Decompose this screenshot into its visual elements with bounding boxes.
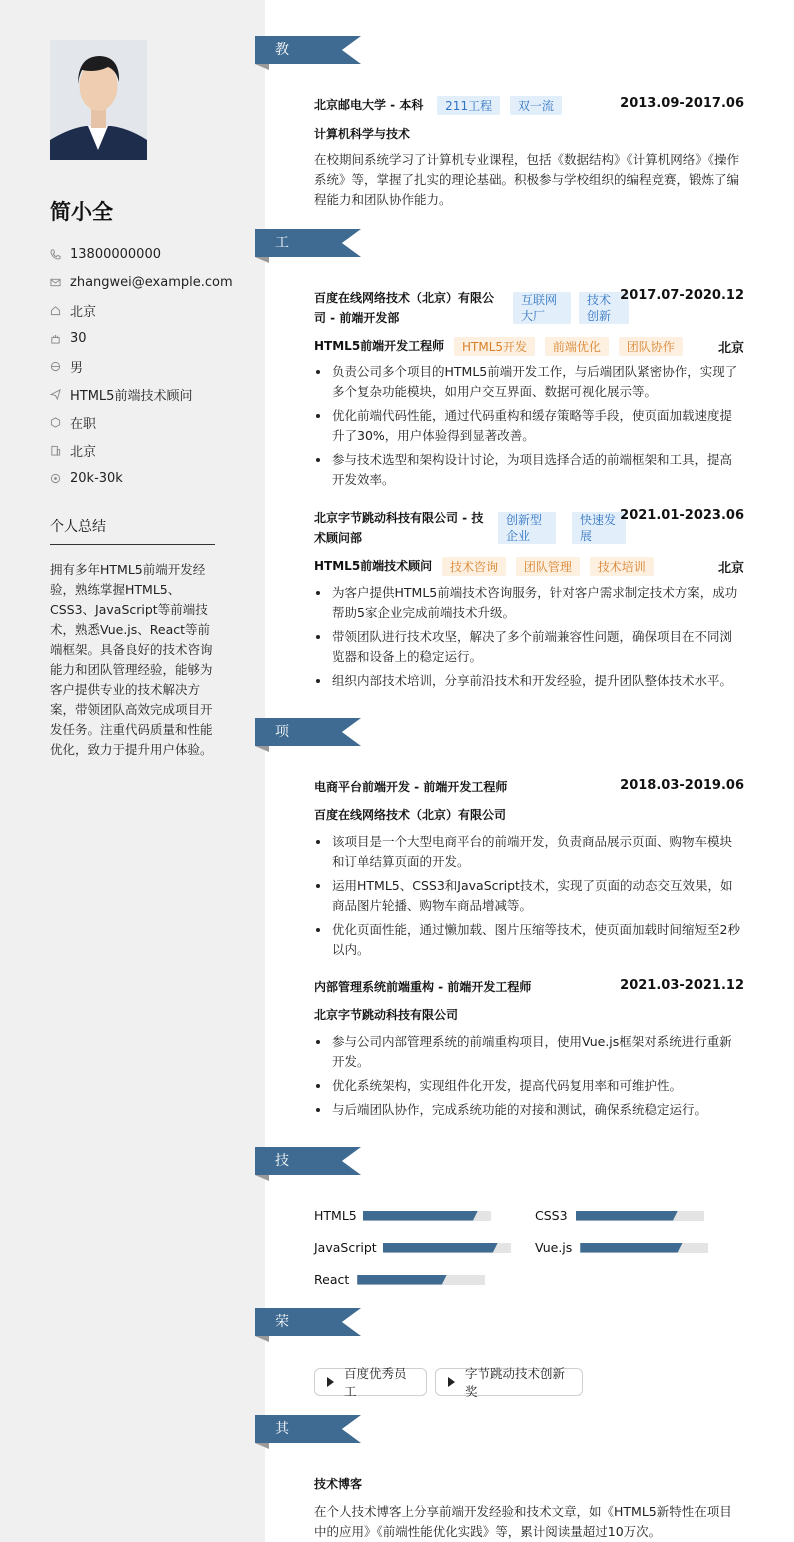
info-phone-value: 13800000000 xyxy=(70,246,161,262)
work-tag: 创新型企业 xyxy=(498,512,556,544)
send-icon xyxy=(50,389,61,400)
work-skill-tag: 技术培训 xyxy=(590,557,654,576)
skill-bar-fill xyxy=(576,1211,678,1221)
award-label: 百度优秀员工 xyxy=(344,1366,407,1399)
list-item: 优化页面性能，通过懒加载、图片压缩等技术，使页面加载时间缩短至2秒以内。 xyxy=(314,920,744,960)
other-desc: 在个人技术博客上分享前端开发经验和技术文章，如《HTML5新特性在项目中的应用》《前端性能优化实践》等，累计阅读量超过10万次。 xyxy=(314,1504,732,1539)
list-item: 该项目是一个大型电商平台的前端开发，负责商品展示页面、购物车模块和订单结算页面的开发。 xyxy=(314,832,744,872)
project-1-header xyxy=(314,778,744,795)
info-email-value: zhangwei@example.com xyxy=(70,274,233,290)
section-education-title: 教育经历 xyxy=(275,42,289,142)
work-date: 2021.01-2023.06 xyxy=(620,508,744,523)
project-1-bullets xyxy=(314,832,744,964)
info-position-value: HTML5前端技术顾问 xyxy=(70,388,193,404)
work-tag: 快速发展 xyxy=(572,512,626,544)
info-city xyxy=(50,440,96,460)
summary-title: 个人总结 xyxy=(50,519,106,535)
skill-bar xyxy=(580,1243,708,1253)
avatar xyxy=(50,40,147,160)
info-gender xyxy=(50,356,83,376)
home-icon xyxy=(50,305,61,316)
education-date: 2013.09-2017.06 xyxy=(620,96,744,111)
salary-icon xyxy=(50,473,61,484)
info-salary-value: 20k-30k xyxy=(70,470,123,486)
work-tag: 技术创新 xyxy=(579,292,629,324)
work-skill-tag: 团队协作 xyxy=(619,337,683,356)
education-header xyxy=(314,96,744,115)
work-item-1-header xyxy=(314,288,744,328)
work-tag: 互联网大厂 xyxy=(513,292,571,324)
skill-name: CSS3 xyxy=(535,1208,568,1223)
info-email xyxy=(50,272,233,292)
section-skills-title: 技能专长 xyxy=(275,1153,289,1253)
work-item-1-role xyxy=(314,337,744,356)
skill-bar-fill xyxy=(363,1211,478,1221)
award-label: 字节跳动技术创新奖 xyxy=(465,1366,566,1399)
skill-javascript xyxy=(314,1240,511,1255)
education-school: 北京邮电大学 - 本科 xyxy=(314,98,424,112)
info-age xyxy=(50,328,87,348)
skill-bar xyxy=(576,1211,704,1221)
list-item: 参与公司内部管理系统的前端重构项目，使用Vue.js框架对系统进行重新开发。 xyxy=(314,1032,744,1072)
skill-react xyxy=(314,1272,485,1287)
skill-name: Vue.js xyxy=(535,1240,573,1255)
work-company: 北京字节跳动科技有限公司 - 技术顾问部 xyxy=(314,511,484,545)
section-awards-title: 荣誉奖项 xyxy=(275,1314,289,1414)
info-phone xyxy=(50,244,161,264)
education-tag: 双一流 xyxy=(510,96,562,115)
mail-icon xyxy=(50,277,61,288)
list-item: 与后端团队协作，完成系统功能的对接和测试，确保系统稳定运行。 xyxy=(314,1100,744,1120)
skill-bar xyxy=(383,1243,511,1253)
work-city: 北京 xyxy=(717,341,744,356)
education-major: 计算机科学与技术 xyxy=(314,127,411,141)
info-city-value: 北京 xyxy=(70,444,97,460)
list-item: 优化前端代码性能，通过代码重构和缓存策略等手段，使页面加载速度提升了30%，用户体验得到显著改善。 xyxy=(314,406,744,446)
work-item-2-header xyxy=(314,508,744,548)
work-city: 北京 xyxy=(717,561,744,576)
skill-vuejs xyxy=(535,1240,708,1255)
skill-html5 xyxy=(314,1208,491,1223)
info-home xyxy=(50,300,96,320)
gender-icon xyxy=(50,361,61,372)
list-item: 为客户提供HTML5前端技术咨询服务，针对客户需求制定技术方案，成功帮助5家企业完成前端技术升级。 xyxy=(314,583,744,623)
project-company: 北京字节跳动科技有限公司 xyxy=(314,1008,459,1022)
list-item: 负责公司多个项目的HTML5前端开发工作，与后端团队紧密协作，实现了多个复杂功能模块，如用户交互界面、数据可视化展示等。 xyxy=(314,362,744,402)
info-status xyxy=(50,412,96,432)
skill-name: HTML5 xyxy=(314,1208,357,1223)
skill-bar-fill xyxy=(357,1275,447,1285)
work-skill-tag: 技术咨询 xyxy=(442,557,506,576)
project-title: 电商平台前端开发 - 前端开发工程师 xyxy=(314,780,508,794)
work-item-2-role xyxy=(314,557,744,576)
list-item: 优化系统架构，实现组件化开发，提高代码复用率和可维护性。 xyxy=(314,1076,744,1096)
education-tag: 211工程 xyxy=(437,96,500,115)
play-icon xyxy=(448,1377,455,1387)
list-item: 带领团队进行技术攻坚，解决了多个前端兼容性问题，确保项目在不同浏览器和设备上的稳定运行。 xyxy=(314,627,744,667)
work-skill-tag: 团队管理 xyxy=(516,557,580,576)
project-title: 内部管理系统前端重构 - 前端开发工程师 xyxy=(314,980,532,994)
work-item-2-bullets xyxy=(314,583,744,695)
list-item: 组织内部技术培训，分享前沿技术和开发经验，提升团队整体技术水平。 xyxy=(314,671,744,691)
play-icon xyxy=(327,1377,334,1387)
summary-divider xyxy=(50,544,215,545)
project-date: 2018.03-2019.06 xyxy=(620,778,744,793)
info-status-value: 在职 xyxy=(70,416,97,432)
work-role: HTML5前端开发工程师 xyxy=(314,339,445,353)
project-date: 2021.03-2021.12 xyxy=(620,978,744,993)
skill-bar-fill xyxy=(580,1243,682,1253)
section-projects-title: 项目经历 xyxy=(275,724,289,824)
work-company: 百度在线网络技术（北京）有限公司 - 前端开发部 xyxy=(314,291,495,325)
work-skill-tag: HTML5开发 xyxy=(454,337,535,356)
award-item[interactable] xyxy=(435,1366,583,1399)
list-item: 参与技术选型和架构设计讨论，为项目选择合适的前端框架和工具，提高开发效率。 xyxy=(314,450,744,490)
work-date: 2017.07-2020.12 xyxy=(620,288,744,303)
skill-bar xyxy=(363,1211,491,1221)
summary-text: 拥有多年HTML5前端开发经验，熟练掌握HTML5、CSS3、JavaScript等前端技术，熟悉Vue.js、React等前端框架。具备良好的技术咨询能力和团队管理经验，能够为客户提供专业的技术解决方案，带领团队高效完成项目开发任务。注重代码质量和性能优化，致力于提升用户体验。 xyxy=(50,562,213,757)
info-gender-value: 男 xyxy=(70,360,84,376)
profile-name: 简小全 xyxy=(50,200,113,224)
section-other-title: 其他信息 xyxy=(275,1421,289,1521)
phone-icon xyxy=(50,249,61,260)
sidebar xyxy=(0,0,265,1542)
info-position xyxy=(50,384,192,404)
info-home-value: 北京 xyxy=(70,304,97,320)
age-icon xyxy=(50,333,61,344)
work-role: HTML5前端技术顾问 xyxy=(314,559,433,573)
info-age-value: 30 xyxy=(70,330,87,346)
list-item: 运用HTML5、CSS3和JavaScript技术，实现了页面的动态交互效果，如商品图片轮播、购物车商品增减等。 xyxy=(314,876,744,916)
skill-css3 xyxy=(535,1208,704,1223)
project-2-bullets xyxy=(314,1032,744,1124)
project-2-header xyxy=(314,978,744,995)
status-icon xyxy=(50,417,61,428)
skill-name: React xyxy=(314,1272,350,1287)
education-desc: 在校期间系统学习了计算机专业课程，包括《数据结构》《计算机网络》《操作系统》等，掌握了扎实的理论基础。积极参与学校组织的编程竞赛，锻炼了编程能力和团队协作能力。 xyxy=(314,152,740,207)
skill-name: JavaScript xyxy=(314,1240,377,1255)
skill-bar-fill xyxy=(383,1243,498,1253)
work-skill-tag: 前端优化 xyxy=(545,337,609,356)
award-item[interactable] xyxy=(314,1366,427,1399)
building-icon xyxy=(50,445,61,456)
work-item-1-bullets xyxy=(314,362,744,494)
info-salary xyxy=(50,468,123,488)
skill-bar xyxy=(357,1275,485,1285)
section-work-title: 工作经历 xyxy=(275,235,289,335)
project-company: 百度在线网络技术（北京）有限公司 xyxy=(314,808,507,822)
other-title: 技术博客 xyxy=(314,1477,363,1491)
